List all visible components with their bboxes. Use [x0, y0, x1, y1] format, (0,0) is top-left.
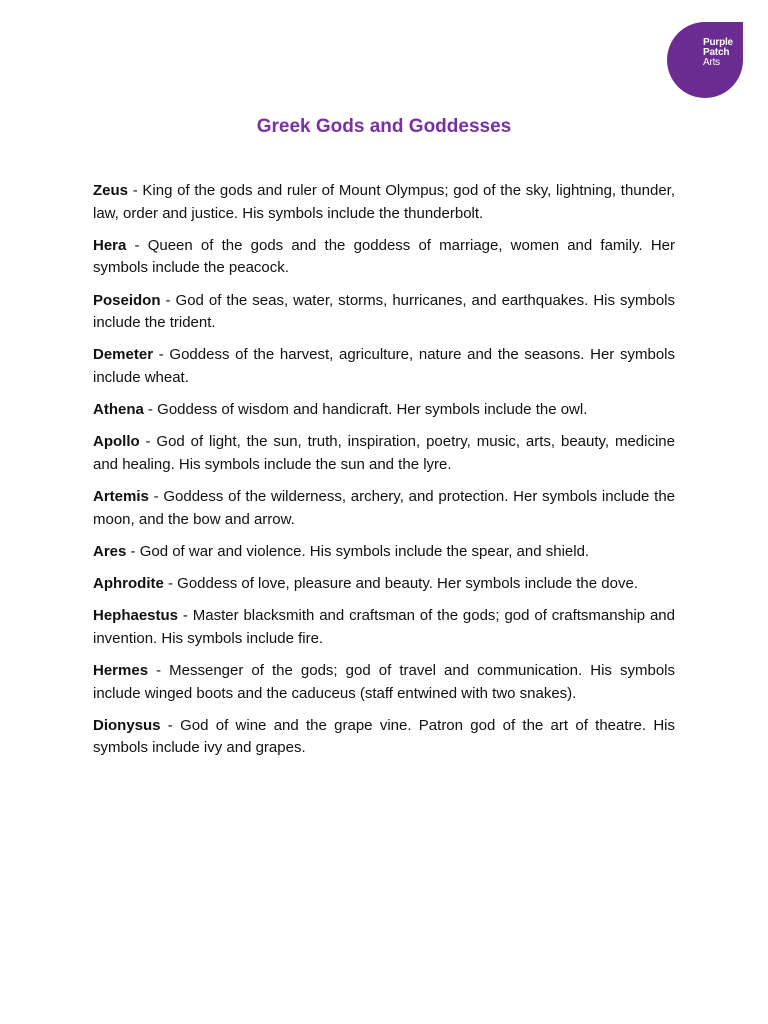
entry-poseidon [93, 290, 675, 335]
entry-name: Artemis [93, 488, 149, 506]
entry-description: - King of the gods and ruler of Mount Olympus; god of the sky, lightning, thunder, law, order and justice. His symbols include the thunderbolt. [93, 182, 675, 222]
entry-name: Poseidon [93, 291, 161, 309]
entry-description: - Goddess of love, pleasure and beauty. Her symbols include the dove. [163, 575, 638, 593]
entry-name: Hera [93, 236, 127, 254]
entry-name: Hephaestus [93, 607, 179, 625]
entry-name: Demeter [93, 346, 154, 364]
entry-aphrodite [93, 573, 675, 596]
entry-description: - Messenger of the gods; god of travel and communication. His symbols include winged boots and the caduceus (staff entwined with two snakes). [93, 662, 675, 702]
entry-description: - Goddess of the wilderness, archery, and protection. Her symbols include the moon, and the bow and arrow. [93, 488, 675, 528]
entry-hephaestus [93, 605, 675, 650]
entry-hera [93, 235, 675, 280]
entry-name: Zeus [93, 182, 129, 199]
entry-name: Apollo [93, 433, 140, 451]
entry-description: - Queen of the gods and the goddess of marriage, women and family. Her symbols include the peacock. [93, 236, 675, 277]
gods-list [93, 180, 675, 770]
entry-demeter [93, 344, 675, 389]
entry-name: Ares [93, 542, 127, 560]
entry-description: - God of wine and the grape vine. Patron god of the art of theatre. His symbols include ivy and grapes. [93, 716, 675, 757]
entry-hermes [93, 660, 675, 705]
entry-description: - God of light, the sun, truth, inspiration, poetry, music, arts, beauty, medicine and healing. His symbols include the sun and the lyre. [93, 433, 675, 473]
entry-description: - Master blacksmith and craftsman of the gods; god of craftsmanship and invention. His symbols include fire. [93, 607, 675, 647]
entry-name: Aphrodite [93, 575, 164, 593]
logo-line-2: Patch [703, 47, 730, 58]
entry-dionysus [93, 715, 675, 760]
entry-description: - God of the seas, water, storms, hurricanes, and earthquakes. His symbols include the trident. [93, 291, 675, 332]
entry-name: Hermes [93, 662, 149, 680]
entry-athena [93, 399, 675, 422]
page-title: Greek Gods and Goddesses [256, 116, 512, 137]
entry-description: - God of war and violence. His symbols include the spear, and shield. [126, 542, 590, 560]
entry-artemis [93, 486, 675, 531]
entry-description: - Goddess of wisdom and handicraft. Her symbols include the owl. [143, 401, 588, 419]
entry-name: Athena [93, 401, 144, 419]
logo-line-3: Arts [703, 57, 720, 68]
logo-text [703, 38, 733, 68]
purple-patch-arts-logo [663, 22, 743, 98]
entry-zeus [93, 180, 675, 225]
entry-ares [93, 541, 675, 564]
entry-name: Dionysus [93, 716, 161, 734]
logo-line-1: Purple [703, 37, 733, 48]
entry-description: - Goddess of the harvest, agriculture, nature and the seasons. Her symbols include wheat. [93, 346, 675, 386]
entry-apollo [93, 431, 675, 476]
